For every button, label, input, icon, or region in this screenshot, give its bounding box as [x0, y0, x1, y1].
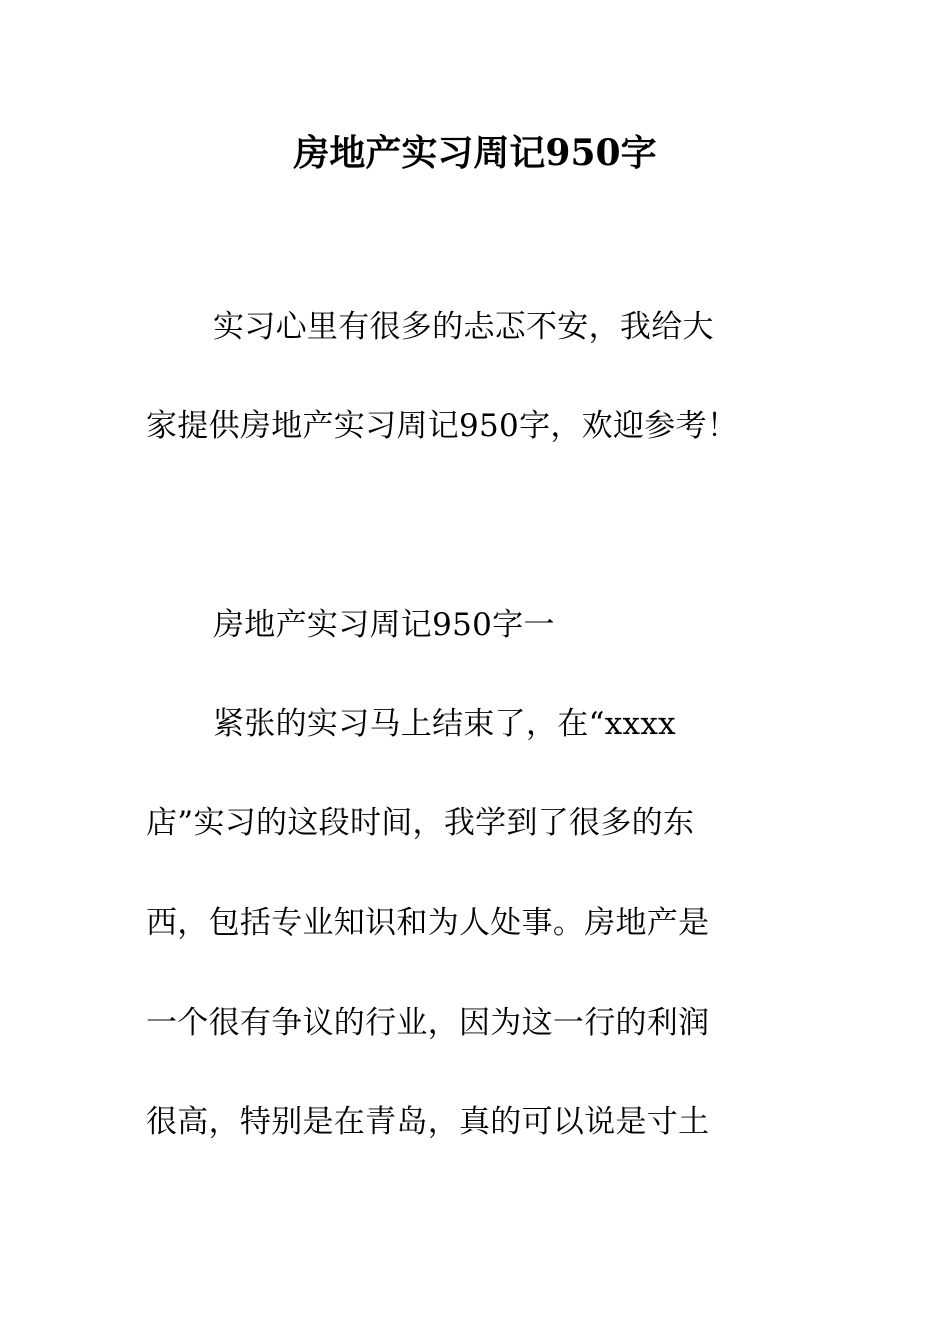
document-title: 房地产实习周记950字 — [293, 132, 657, 174]
body-line-3: 西，包括专业知识和为人处事。房地产是 — [146, 905, 710, 941]
body-line-1: 紧张的实习马上结束了，在“xxxx — [213, 706, 676, 742]
body-line-5: 很高，特别是在青岛，真的可以说是寸土 — [146, 1104, 710, 1140]
intro-line-2: 家提供房地产实习周记950字，欢迎参考！ — [146, 408, 739, 444]
body-line-2: 店”实习的这段时间，我学到了很多的东 — [146, 805, 695, 841]
body-line-4: 一个很有争议的行业，因为这一行的利润 — [146, 1005, 710, 1041]
section-heading: 房地产实习周记950字一 — [213, 607, 555, 643]
intro-line-1: 实习心里有很多的忐忑不安，我给大 — [213, 309, 714, 345]
